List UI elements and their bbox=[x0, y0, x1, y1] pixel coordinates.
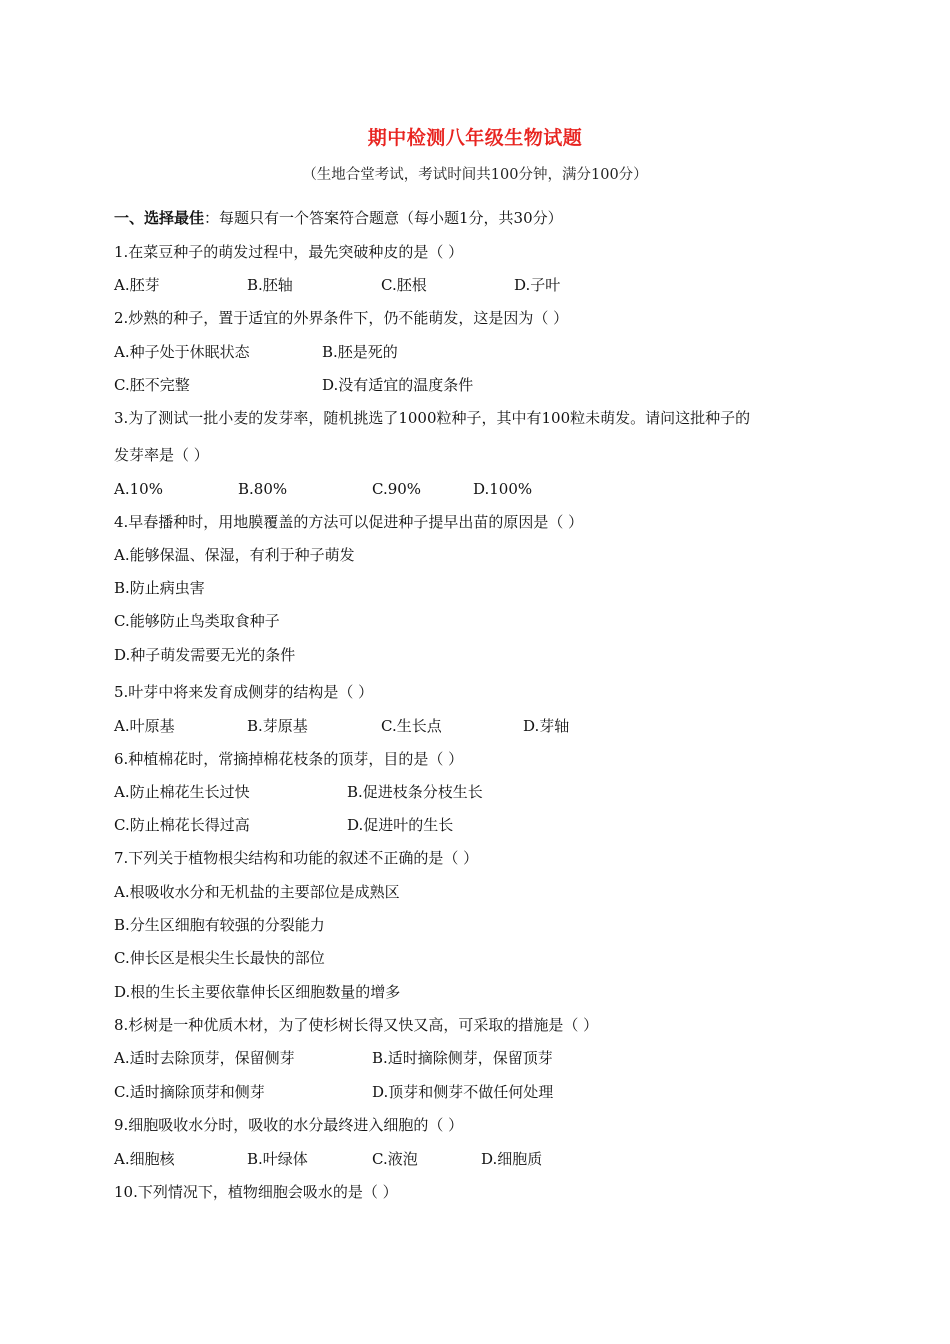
question-stem-continued: 发芽率是（ ） bbox=[114, 446, 209, 464]
option-a: A.适时去除顶芽，保留侧芽 bbox=[114, 1049, 295, 1067]
option-c: C.90% bbox=[372, 480, 422, 498]
option-d: D.芽轴 bbox=[523, 717, 570, 735]
option-d: D.没有适宜的温度条件 bbox=[322, 376, 474, 394]
option-c: C.液泡 bbox=[372, 1150, 418, 1168]
option-c: C.能够防止鸟类取食种子 bbox=[114, 612, 280, 630]
option-d: D.子叶 bbox=[514, 276, 561, 294]
question-stem: 1.在菜豆种子的萌发过程中，最先突破种皮的是（ ） bbox=[114, 243, 464, 261]
option-c: C.生长点 bbox=[381, 717, 442, 735]
question-stem: 10.下列情况下，植物细胞会吸水的是（ ） bbox=[114, 1183, 398, 1201]
option-d: D.细胞质 bbox=[481, 1150, 543, 1168]
page-title: 期中检测八年级生物试题 bbox=[367, 127, 583, 149]
section-heading bbox=[114, 208, 563, 228]
option-a: A.能够保温、保湿，有利于种子萌发 bbox=[114, 546, 355, 564]
page-subtitle: （生地合堂考试，考试时间共100分钟，满分100分） bbox=[302, 167, 648, 183]
question-stem: 9.细胞吸收水分时，吸收的水分最终进入细胞的（ ） bbox=[114, 1116, 464, 1134]
question-stem: 8.杉树是一种优质木材，为了使杉树长得又快又高，可采取的措施是（ ） bbox=[114, 1016, 599, 1034]
option-c: C.胚根 bbox=[381, 276, 427, 294]
option-c: C.适时摘除顶芽和侧芽 bbox=[114, 1083, 265, 1101]
question-stem: 2.炒熟的种子，置于适宜的外界条件下，仍不能萌发，这是因为（ ） bbox=[114, 309, 569, 327]
option-b: B.80% bbox=[238, 480, 288, 498]
section-description: ：每题只有一个答案符合题意（每小题1分，共30分） bbox=[204, 209, 563, 227]
option-d: D.促进叶的生长 bbox=[347, 816, 454, 834]
question-stem: 7.下列关于植物根尖结构和功能的叙述不正确的是（ ） bbox=[114, 849, 479, 867]
option-b: B.胚轴 bbox=[247, 276, 293, 294]
option-b: B.分生区细胞有较强的分裂能力 bbox=[114, 916, 325, 934]
section-head-bold: 一、选择最佳 bbox=[114, 209, 205, 227]
option-c: C.胚不完整 bbox=[114, 376, 190, 394]
option-a: A.10% bbox=[114, 480, 163, 498]
option-b: B.胚是死的 bbox=[322, 343, 398, 361]
option-a: A.胚芽 bbox=[114, 276, 160, 294]
option-c: C.伸长区是根尖生长最快的部位 bbox=[114, 949, 325, 967]
option-a: A.细胞核 bbox=[114, 1150, 175, 1168]
option-a: A.种子处于休眠状态 bbox=[114, 343, 250, 361]
question-stem: 4.早春播种时，用地膜覆盖的方法可以促进种子提早出苗的原因是（ ） bbox=[114, 513, 584, 531]
question-stem: 3.为了测试一批小麦的发芽率，随机挑选了1000粒种子，其中有100粒未萌发。请问这批种子的 bbox=[114, 409, 751, 427]
option-d: D.种子萌发需要无光的条件 bbox=[114, 646, 296, 664]
option-d: D.顶芽和侧芽不做任何处理 bbox=[372, 1083, 554, 1101]
question-stem: 6.种植棉花时，常摘掉棉花枝条的顶芽，目的是（ ） bbox=[114, 750, 464, 768]
option-b: B.防止病虫害 bbox=[114, 579, 205, 597]
option-b: B.叶绿体 bbox=[247, 1150, 308, 1168]
option-a: A.根吸收水分和无机盐的主要部位是成熟区 bbox=[114, 883, 400, 901]
option-a: A.防止棉花生长过快 bbox=[114, 783, 250, 801]
option-b: B.芽原基 bbox=[247, 717, 308, 735]
option-a: A.叶原基 bbox=[114, 717, 175, 735]
option-b: B.促进枝条分枝生长 bbox=[347, 783, 483, 801]
question-stem: 5.叶芽中将来发育成侧芽的结构是（ ） bbox=[114, 683, 374, 701]
option-b: B.适时摘除侧芽，保留顶芽 bbox=[372, 1049, 553, 1067]
option-d: D.100% bbox=[473, 480, 533, 498]
option-d: D.根的生长主要依靠伸长区细胞数量的增多 bbox=[114, 983, 401, 1001]
option-c: C.防止棉花长得过高 bbox=[114, 816, 250, 834]
